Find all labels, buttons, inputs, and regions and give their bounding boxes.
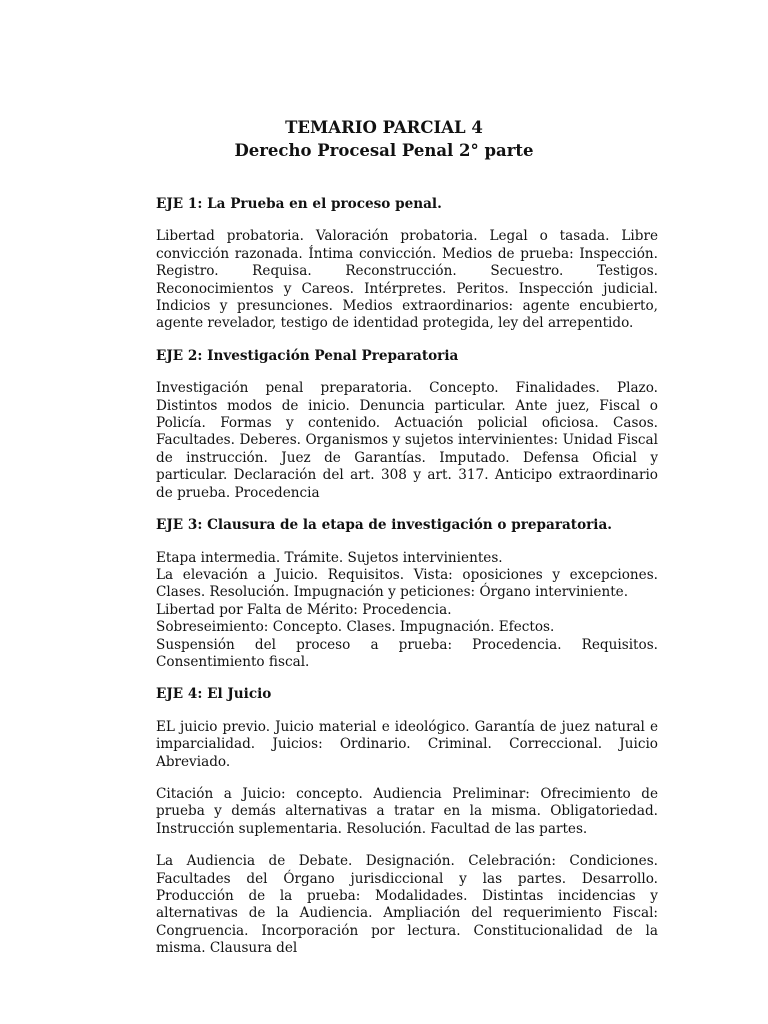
eje3-line: Clases. Resolución. Impugnación y peticiones: Órgano interviniente. (156, 584, 629, 601)
eje2-heading: EJE 2: Investigación Penal Preparatoria (156, 347, 459, 364)
eje4-paragraph-1: EL juicio previo. Juicio material e ideológico. Garantía de juez natural e imparcialidad. Juicios: Ordinario. Criminal. Correccional. Juicio Abreviado. (156, 718, 658, 770)
document-subtitle: Derecho Procesal Penal 2° parte (234, 141, 534, 160)
eje4-paragraph-2: Citación a Juicio: concepto. Audiencia Preliminar: Ofrecimiento de prueba y demás alternativas a tratar en la misma. Obligatoriedad. Instrucción suplementaria. Resolución. Facultad de las partes. (156, 785, 658, 837)
eje1-text: Libertad probatoria. Valoración probatoria. Legal o tasada. Libre convicción razonada. Íntima convicción. Medios de prueba: Inspección. Registro. Requisa. Reconstrucción. Secuestro. Testigos. Reconocimientos y Careos. Intérpretes. Peritos. Inspección judicial. Indicios y presunciones. Medios extraordinarios: agente encubierto, agente revelador, testigo de identidad protegida, ley del arrepentido. (156, 228, 658, 332)
eje3-text (156, 550, 658, 672)
eje4-paragraph-3: La Audiencia de Debate. Designación. Celebración: Condiciones. Facultades del Órgano jurisdiccional y las partes. Desarrollo. Producción de la prueba: Modalidades. Distintas incidencias y alternativas de la Audiencia. Ampliación del requerimiento Fiscal: Congruencia. Incorporación por lectura. Constitucionalidad de la misma. Clausura del (156, 853, 658, 957)
document-title: TEMARIO PARCIAL 4 (285, 118, 483, 137)
eje3-line: Consentimiento fiscal. (156, 653, 310, 670)
eje1-heading: EJE 1: La Prueba en el proceso penal. (156, 196, 442, 212)
eje3-line: Sobreseimiento: Concepto. Clases. Impugnación. Efectos. (156, 619, 555, 636)
eje3-line: Etapa intermedia. Trámite. Sujetos intervinientes. (156, 549, 503, 566)
eje3-heading: EJE 3: Clausura de la etapa de investigación o preparatoria. (156, 517, 613, 534)
eje3-line: Libertad por Falta de Mérito: Procedencia. (156, 601, 452, 618)
eje3-line: La elevación a Juicio. Requisitos. Vista: oposiciones y excepciones. (156, 566, 658, 583)
document-body (156, 196, 658, 958)
document-header (0, 116, 768, 162)
eje4-heading: EJE 4: El Juicio (156, 686, 272, 703)
eje3-line: Suspensión del proceso a prueba: Procedencia. Requisitos. (156, 636, 658, 653)
eje2-text: Investigación penal preparatoria. Concepto. Finalidades. Plazo. Distintos modos de inicio. Denuncia particular. Ante juez, Fiscal o Policía. Formas y contenido. Actuación policial oficiosa. Casos. Facultades. Deberes. Organismos y sujetos intervinientes: Unidad Fiscal de instrucción. Juez de Garantías. Imputado. Defensa Oficial y particular. Declaración del art. 308 y art. 317. Anticipo extraordinario de prueba. Procedencia (156, 380, 658, 501)
